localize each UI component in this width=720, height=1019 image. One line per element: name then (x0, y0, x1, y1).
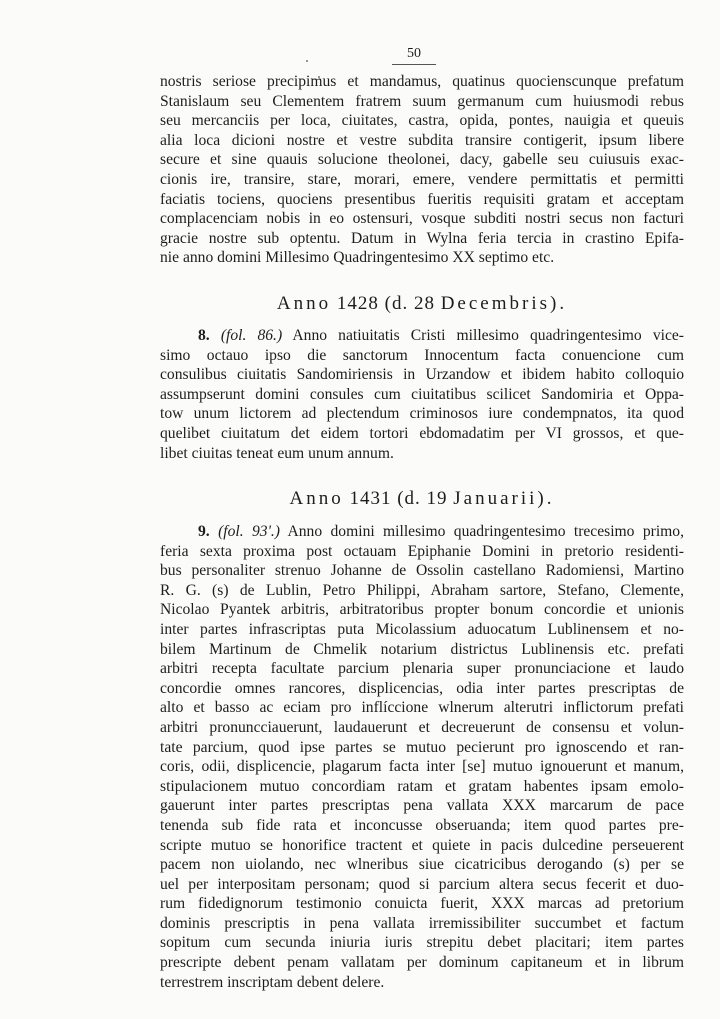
text-line: feria sexta proxima post octauam Epiphanie Domini in pretorio residenti- (160, 542, 684, 560)
text-line: concordie omnes rancores, displicencias, odia inter partes prescriptas de (160, 679, 684, 697)
text-line: tenenda sub fide rata et inconcusse obseruanda; item quod partes pre- (160, 816, 684, 834)
first-line-text: Anno natiuitatis Cristi millesimo quadringentesimo vice- (292, 327, 684, 344)
heading-anno: Anno (289, 488, 344, 509)
text-line: pacem non uiolando, nec wlneribus siue cicatricibus derogando (s) per se (160, 856, 684, 874)
text-line: faciatis tociens, quociens presentibus fueritis requisiti gratam et acceptam (160, 190, 684, 208)
text-line: Stanislaum seu Clementem fratrem suum germanum cum huiusmodi rebus (160, 92, 684, 110)
heading-anno: Anno (276, 293, 332, 314)
text-line: scripte mutuo se honorifice tractent et quiete in pacis dulcedine perseuerent (160, 836, 684, 854)
text-line: arbitri pronuncciauerunt, laudauerunt et decreuerunt de consensu et volun- (160, 718, 684, 736)
text-line: gauerunt inter partes prescriptas pena vallata XXX marcarum de pace (160, 797, 684, 815)
heading-date: 1428 (d. 28 (336, 293, 435, 314)
entry-number: 8. (198, 327, 210, 344)
text-line: coris, odii, displicencie, plagarum facta inter [se] mutuo ignouerunt et manum, (160, 758, 684, 776)
text-line: bus personaliter strenuo Johanne de Ossolin castellano Radomiensi, Martino (160, 562, 684, 580)
text-line: libet ciuitas teneat eum unum annum. (160, 444, 394, 462)
entry-number: 9. (198, 523, 210, 540)
section-8-heading (160, 293, 684, 315)
text-line: complacenciam nobis in eo ostensuri, vosque subditi nostri secus non facturi (160, 210, 684, 228)
text-line: rum fidedignorum testimonio conuicta fuerit, XXX marcas ad pretorium (160, 895, 684, 913)
text-line: terrestrem inscriptam debent delere. (160, 973, 385, 991)
text-line: consulibus ciuitatis Sandomiriensis in Urzandow et ibidem habito colloquio (160, 366, 684, 384)
text-line: nostris seriose precipimus et mandamus, quatinus quocienscunque prefatum (160, 73, 684, 90)
text-line: alto et basso ac eciam pro inflíccione wlnerum alterutri inflictorum prefati (160, 699, 684, 717)
text-line: R. G. (s) de Lublin, Petro Philippi, Abraham sartore, Stefano, Clemente, (160, 581, 684, 599)
section-9-body (160, 522, 684, 992)
text-line: arbitri recepta facultate parcium plenaria super pronunciacione et laudo (160, 660, 684, 678)
text-line: gracie nostre sub optentu. Datum in Wylna feria tercia in crastino Epifa- (160, 229, 684, 247)
folio-reference: (fol. 86.) (220, 327, 283, 344)
continuation-paragraph (160, 72, 684, 268)
text-line: bilem Martinum de Chmelik notarium districtus Lublinensis etc. prefati (160, 640, 684, 658)
text-line: dominis prescriptis in pena vallata irremissibiliter succumbet et factum (160, 914, 684, 932)
text-line: Nicolao Pyantek arbitris, arbitratoribus propter bonum concordie et unionis (160, 601, 684, 619)
text-line: quelibet ciuitatum det eidem tortori ebdomadatim per VI grossos, et que- (160, 424, 684, 442)
text-line: simo octauo ipso die sanctorum Innocentum facta conuencione cum (160, 346, 684, 364)
heading-month: Januarii). (453, 488, 555, 509)
folio-reference: (fol. 93'.) (218, 523, 280, 540)
text-line: secure et sine quauis solucione theolonei, dacy, gabelle seu cuiusuis exac- (160, 151, 684, 169)
section-9-heading (160, 488, 684, 510)
text-line: sopitum cum secunda iniuria iuris strepitu debet placitari; item partes (160, 934, 684, 952)
text-line: assumpserunt domini consules cum ciuitatibus scilicet Sandomiria et Oppa- (160, 385, 684, 403)
first-line-text: Anno domini millesimo quadringentesimo trecesimo primo, (287, 523, 684, 540)
section-8-body (160, 326, 684, 463)
text-line (160, 326, 684, 346)
heading-month: Decembris). (440, 293, 568, 314)
text-line: tow unum lictorem ad plectendum criminosos iure condempnatos, ita quod (160, 405, 684, 423)
text-line: alia loca dicioni nostre et vestre subdita transire contigerit, ipsum libere (160, 131, 684, 149)
text-line: tate parcium, quod ipse partes se mutuo pecierunt pro ignoscendo et ran- (160, 738, 684, 756)
text-line: stipulacionem mutuo concordiam ratam et gratam habentes ipsam emolo- (160, 777, 684, 795)
text-line: nie anno domini Millesimo Quadringentesimo XX septimo etc. (160, 249, 555, 267)
heading-date: 1431 (d. 19 (349, 488, 448, 509)
text-line: cionis ire, transire, stare, morari, emere, vendere permittatis et permitti (160, 170, 684, 188)
text-line: inter partes infrascriptas puta Micolassium aduocatum Lublinensem et no- (160, 620, 684, 638)
text-line (160, 522, 684, 542)
page-number: 50 (392, 46, 436, 65)
text-line: prescripte debent penam vallatam per dominum capitaneum et in librum (160, 954, 684, 972)
text-line: seu mercanciis per loca, ciuitates, castra, opida, pontes, nauigia et queuis (160, 112, 684, 130)
text-line: uel per interpositam personam; quod si parcium altera secus fecerit et duo- (160, 875, 684, 893)
scan-speck (306, 60, 308, 62)
